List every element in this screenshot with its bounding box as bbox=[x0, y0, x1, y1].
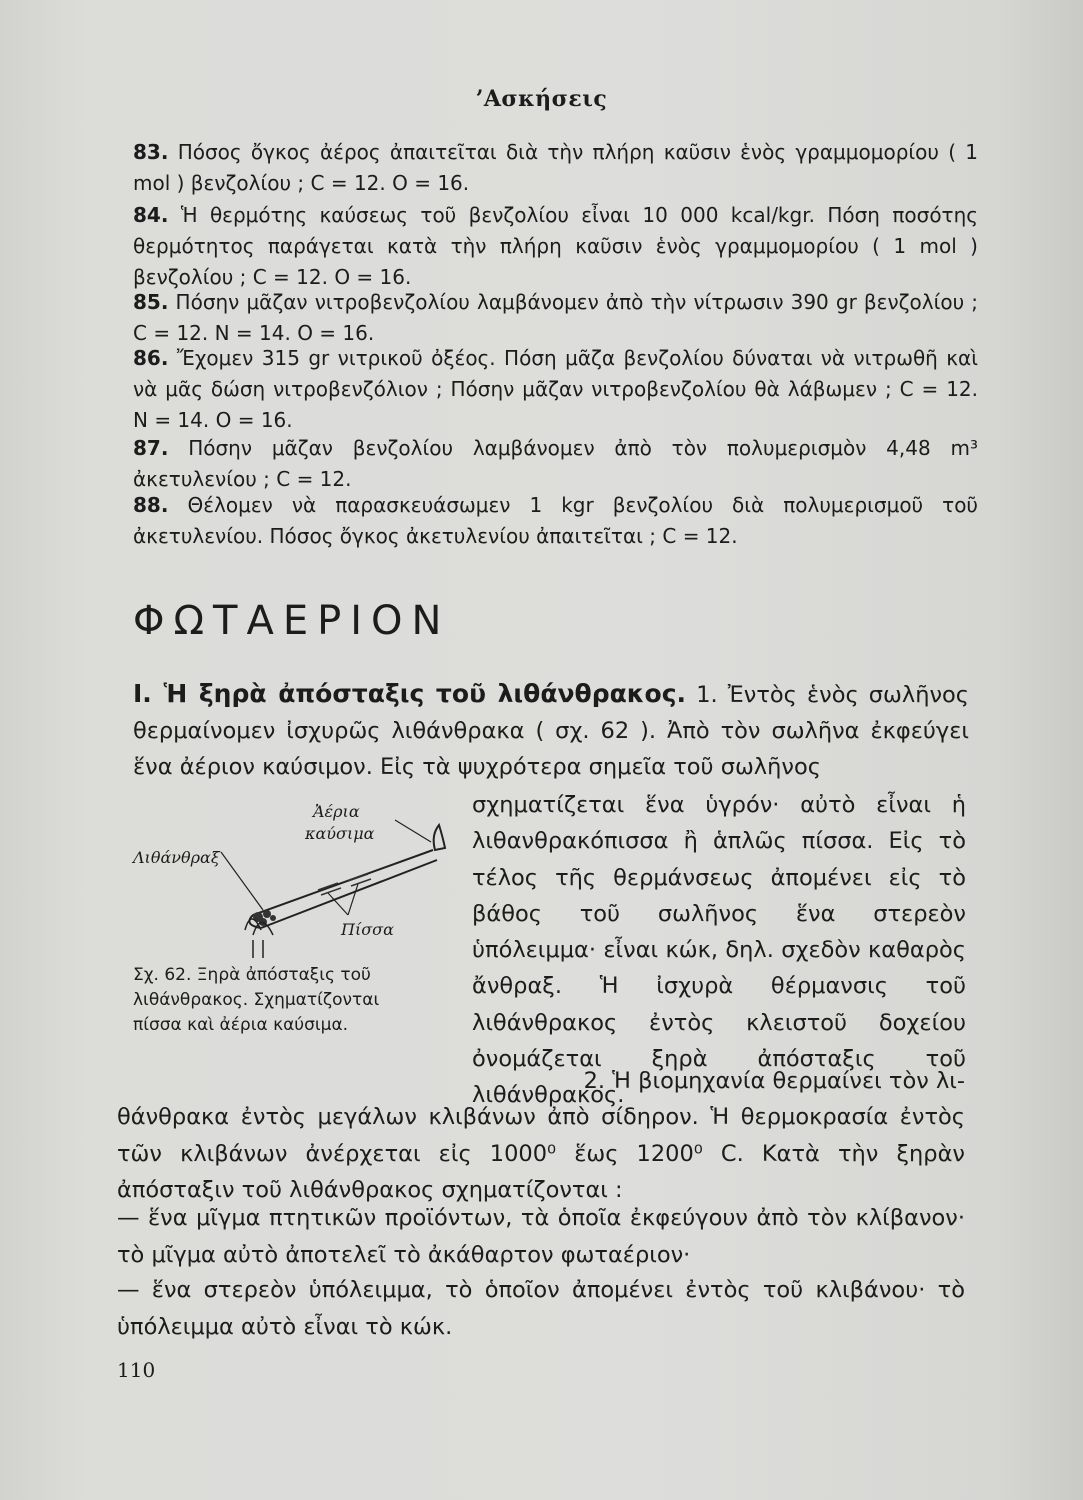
gas-flame bbox=[434, 825, 445, 850]
exercise-text: Θέλομεν νὰ παρασκευάσωμεν 1 kgr βενζολίου διὰ πολυμερισμοῦ τοῦ ἀκετυλενίου. Πόσος ὄγκος ἀκετυλενίου ἀπαιτεῖται ; C = 12. bbox=[133, 493, 978, 548]
exercise-text: Ἡ θερμότης καύσεως τοῦ βενζολίου εἶναι 10 000 kcal/kgr. Πόση ποσότης θερμότητος παράγεται κατὰ τὴν πλήρη καῦσιν ἑνὸς γραμμομορίου ( 1 mol ) βενζολίου ; C = 12. O = 16. bbox=[133, 203, 979, 289]
figure-caption: Σχ. 62. Ξηρὰ ἀπόσταξις τοῦ λιθάνθρακος. Σχηματίζονται πίσσα καὶ ἀέρια καύσιμα. bbox=[133, 965, 380, 1035]
exercise-number: 88. bbox=[133, 493, 169, 517]
page-number: 110 bbox=[117, 1358, 156, 1382]
exercise-number: 84. bbox=[133, 203, 169, 227]
subheading: I. Ἡ ξηρὰ ἀπόσταξις τοῦ λιθάνθρακος. bbox=[133, 679, 687, 708]
exercise-text: Πόσην μᾶζαν βενζολίου λαμβάνομεν ἀπὸ τὸν πολυμερισμὸν 4,48 m³ ἀκετυλενίου ; C = 12. bbox=[133, 436, 978, 491]
page-header: ’Ασκήσεις bbox=[475, 86, 608, 112]
exercise-86 bbox=[133, 343, 978, 436]
exercise-text: Πόσος ὄγκος ἀέρος ἀπαιτεῖται διὰ τὴν πλήρη καῦσιν ἑνὸς γραμμομορίου ( 1 mol ) βενζολίου ; C = 12. O = 16. bbox=[133, 140, 979, 195]
bullet-volatile-products: — ἕνα μῖγμα πτητικῶν προϊόντων, τὰ ὁποῖα ἐκφεύγουν ἀπὸ τὸν κλίβανον· τὸ μῖγμα αὐτὸ ἀποτελεῖ τὸ ἀκάθαρτον φωταέριον· bbox=[117, 1205, 965, 1268]
exercise-87 bbox=[133, 433, 978, 495]
exercise-number: 83. bbox=[133, 140, 169, 164]
section-intro bbox=[133, 676, 969, 785]
exercise-85 bbox=[133, 287, 978, 349]
section-title: ΦΩΤΑΕΡΙΟΝ bbox=[133, 598, 451, 644]
figure-62 bbox=[133, 780, 453, 960]
exercise-88 bbox=[133, 490, 978, 552]
paragraph-2-start: 2. Ἡ βιομηχανία θερμαίνει τὸν λι- bbox=[583, 1068, 965, 1094]
bullet-solid-residue: — ἕνα στερεὸν ὑπόλειμμα, τὸ ὁποῖον ἀπομένει ἐντὸς τοῦ κλιβάνου· τὸ ὑπόλειμμα αὐτὸ εἶναι τὸ κώκ. bbox=[117, 1277, 965, 1340]
exercise-number: 86. bbox=[133, 346, 169, 370]
label-coal: Λιθάνθραξ bbox=[133, 848, 220, 867]
exercise-83 bbox=[133, 137, 978, 199]
paragraph-1-continued: σχηματίζεται ἕνα ὑγρόν· αὐτὸ εἶναι ἡ λιθανθρακόπισσα ἢ ἁπλῶς πίσσα. Εἰς τὸ τέλος τῆς θερμάνσεως ἀπομένει εἰς τὸ βάθος τοῦ σωλῆνος ἕνα στερεὸν ὑπόλειμμα· εἶναι κώκ, δηλ. σχεδὸν καθαρὸς ἄνθραξ. Ἡ ἰσχυρὰ θέρμανσις τοῦ λιθάνθρακος ἐντὸς κλειστοῦ δοχείου ὀνομάζεται ξηρὰ ἀπόσταξις τοῦ λιθάνθρακος. bbox=[472, 792, 966, 1109]
test-tube bbox=[249, 850, 437, 928]
paragraph-2: θάνθρακα ἐντὸς μεγάλων κλιβάνων ἀπὸ σίδηρον. Ἡ θερμοκρασία ἐντὸς τῶν κλιβάνων ἀνέρχεται εἰς 1000⁰ ἕως 1200⁰ C. Κατὰ τὴν ξηρὰν ἀπόσταξιν τοῦ λιθάνθρακος σχηματίζονται : bbox=[117, 1104, 965, 1203]
exercise-number: 85. bbox=[133, 290, 169, 314]
paragraph-1-intro: 1. Ἐντὸς ἑνὸς σωλῆνος θερμαίνομεν ἰσχυρῶς λιθάνθρακα ( σχ. 62 ). Ἀπὸ τὸν σωλῆνα ἐκφεύγει ἕνα ἀέριον καύσιμον. Εἰς τὰ ψυχρότερα σημεῖα τοῦ σωλῆνος bbox=[133, 682, 969, 780]
label-gas-line-2: καύσιμα bbox=[305, 824, 375, 843]
exercise-text: Πόσην μᾶζαν νιτροβενζολίου λαμβάνομεν ἀπὸ τὴν νίτρωσιν 390 gr βενζολίου ; C = 12. N = 14. O = 16. bbox=[133, 290, 979, 345]
label-tar: Πίσσα bbox=[341, 920, 394, 939]
tar-deposit bbox=[318, 874, 371, 895]
exercise-84 bbox=[133, 200, 978, 293]
label-gas-line-1: Ἀέρια bbox=[313, 802, 360, 821]
distillation-apparatus-drawing bbox=[133, 780, 453, 960]
exercise-text: Ἔχομεν 315 gr νιτρικοῦ ὀξέος. Πόση μᾶζα βενζολίου δύναται νὰ νιτρωθῆ καὶ νὰ μᾶς δώση νιτροβενζόλιον ; Πόσην μᾶζαν νιτροβενζολίου θὰ λάβωμεν ; C = 12. N = 14. O = 16. bbox=[133, 346, 979, 432]
exercise-number: 87. bbox=[133, 436, 169, 460]
